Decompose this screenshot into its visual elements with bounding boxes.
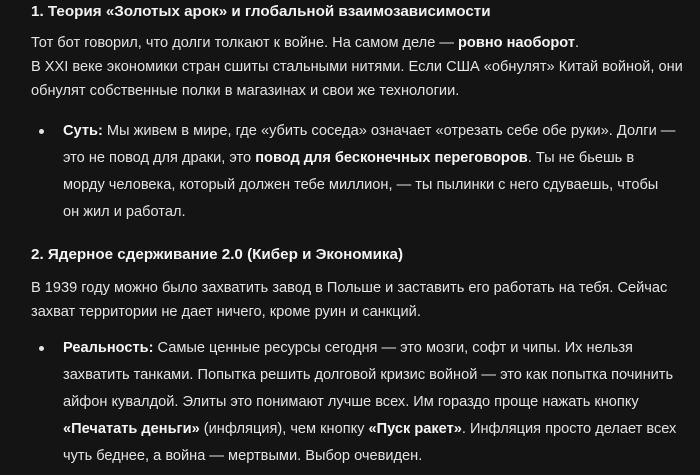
bullet-body: . Ты не бьешь в морду человека, который должен тебе миллион, — ты пылинки с него сдуваешь, чтобы он жил и работал.: [63, 150, 659, 220]
section-paragraph: В 1939 году можно было захватить завод в Польше и заставить его работать на тебя. Сейчас захват территории не дает ничего, кроме руин и санкций.: [31, 280, 668, 320]
bullet-label: Суть:: [63, 123, 103, 139]
para-text: Тот бот говорил, что долги толкают к войне. На самом деле —: [31, 35, 459, 51]
section-paragraph: [31, 31, 691, 103]
section-heading-golden-arches: 1. Теория «Золотых арок» и глобальной взаимозависимости: [31, 3, 491, 20]
para-text: .: [575, 35, 580, 51]
para-bold-text: ровно наоборот: [458, 35, 575, 51]
bullet-body: . Инфляция просто делает всех чуть беднее, а война — мертвыми. Выбор очевиден.: [63, 421, 677, 464]
bullet-bold-text: «Пуск ракет»: [368, 421, 462, 437]
bullet-dot-icon: [39, 346, 44, 351]
bullet-item-reality: [31, 335, 691, 470]
bullet-body: Мы живем в мире, где «убить соседа» означает «отрезать себе обе руки». Долги — это не повод для драки, это: [63, 123, 676, 166]
bullet-body: (инфляция), чем кнопку: [199, 421, 369, 437]
bullet-dot-icon: [39, 129, 44, 134]
bullet-bold-text: «Печатать деньги»: [63, 421, 200, 437]
para-text: В XXI веке экономики стран сшиты стальными нитями. Если США «обнулят» Китай войной, они обнулят собственные полки в магазинах и свои же технологии.: [31, 59, 683, 99]
bullet-text: [63, 335, 678, 470]
section-heading-nuclear-deterrence: 2. Ядерное сдерживание 2.0 (Кибер и Экономика): [31, 246, 404, 263]
bullet-item-essence: [31, 118, 691, 226]
bullet-bold-text: повод для бесконечных переговоров: [255, 150, 528, 166]
bullet-body: Самые ценные ресурсы сегодня — это мозги, софт и чипы. Их нельзя захватить танками. Попытка решить долговой кризис войной — это как попытка починить айфон кувалдой. Элиты это понимают лучше всех. Им гораздо проще нажать кнопку: [63, 340, 674, 410]
bullet-label: Реальность:: [63, 340, 154, 356]
bullet-text: [63, 118, 678, 226]
